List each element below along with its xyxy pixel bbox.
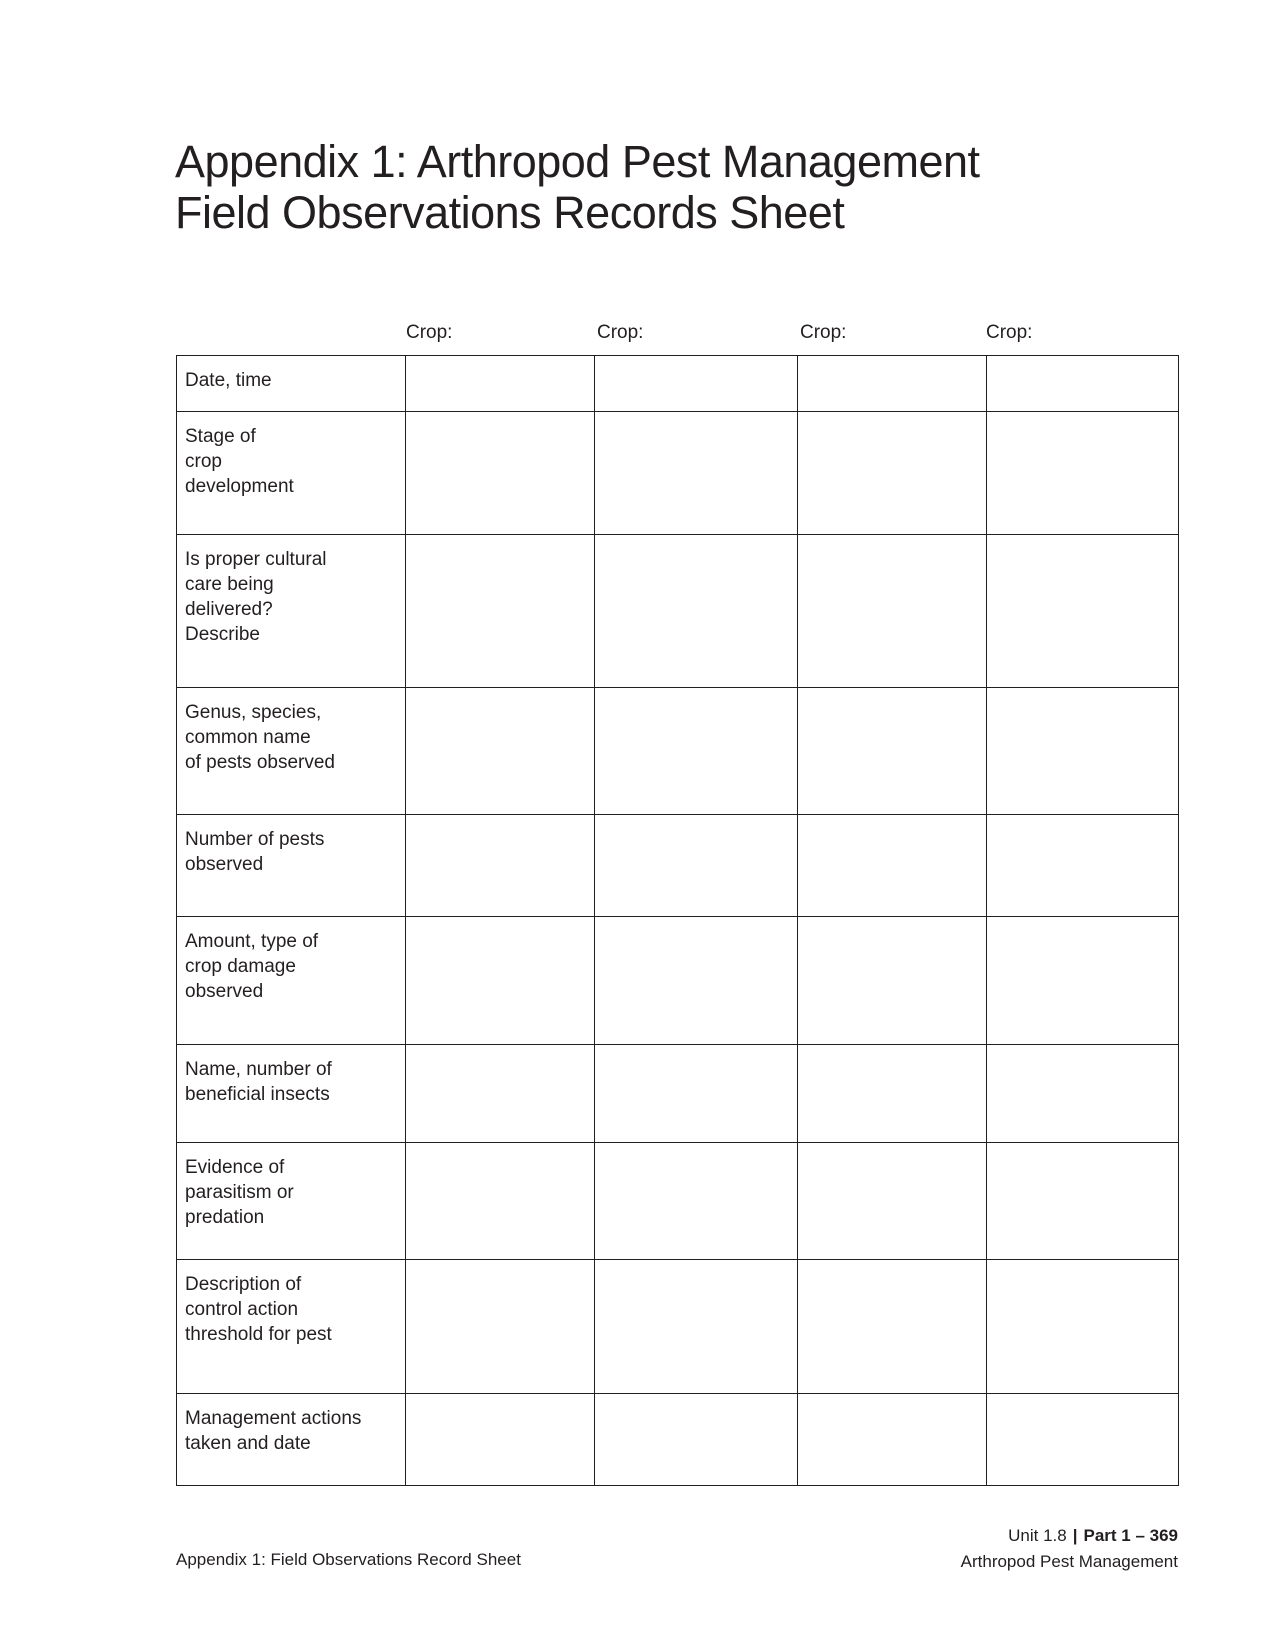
entry-cell-pests-observed-crop-4[interactable] <box>987 688 1179 815</box>
entry-cell-parasitism-crop-4[interactable] <box>987 1143 1179 1260</box>
row-label-cultural-care: Is proper cultural care being delivered? Describe <box>177 535 406 688</box>
entry-cell-parasitism-crop-1[interactable] <box>406 1143 595 1260</box>
entry-cell-date-time-crop-2[interactable] <box>595 356 798 412</box>
entry-cell-number-of-pests-crop-1[interactable] <box>406 815 595 917</box>
entry-cell-beneficial-insects-crop-3[interactable] <box>798 1045 987 1143</box>
entry-cell-crop-damage-crop-1[interactable] <box>406 917 595 1045</box>
entry-cell-control-threshold-crop-1[interactable] <box>406 1260 595 1394</box>
entry-cell-date-time-crop-1[interactable] <box>406 356 595 412</box>
table-row <box>177 535 1179 688</box>
footer-unit-line <box>961 1523 1178 1549</box>
crop-label-2: Crop: <box>597 322 644 343</box>
footer-page-number: Part 1 – 369 <box>1083 1526 1178 1545</box>
entry-cell-pests-observed-crop-1[interactable] <box>406 688 595 815</box>
crop-label-1: Crop: <box>406 322 453 343</box>
table-row <box>177 1260 1179 1394</box>
entry-cell-cultural-care-crop-1[interactable] <box>406 535 595 688</box>
row-label-number-of-pests: Number of pests observed <box>177 815 406 917</box>
title-line-2: Field Observations Records Sheet <box>175 187 845 238</box>
entry-cell-number-of-pests-crop-2[interactable] <box>595 815 798 917</box>
entry-cell-crop-stage-crop-2[interactable] <box>595 412 798 535</box>
footer-document-title: Appendix 1: Field Observations Record Sheet <box>176 1550 521 1569</box>
table-row <box>177 917 1179 1045</box>
row-label-crop-stage: Stage of crop development <box>177 412 406 535</box>
table-row <box>177 356 1179 412</box>
row-label-management-actions: Management actions taken and date <box>177 1394 406 1486</box>
entry-cell-management-actions-crop-2[interactable] <box>595 1394 798 1486</box>
entry-cell-date-time-crop-4[interactable] <box>987 356 1179 412</box>
entry-cell-beneficial-insects-crop-1[interactable] <box>406 1045 595 1143</box>
entry-cell-control-threshold-crop-3[interactable] <box>798 1260 987 1394</box>
table-row <box>177 1394 1179 1486</box>
footer-page-info <box>961 1523 1178 1575</box>
entry-cell-management-actions-crop-3[interactable] <box>798 1394 987 1486</box>
entry-cell-crop-damage-crop-4[interactable] <box>987 917 1179 1045</box>
entry-cell-number-of-pests-crop-3[interactable] <box>798 815 987 917</box>
entry-cell-beneficial-insects-crop-4[interactable] <box>987 1045 1179 1143</box>
entry-cell-crop-damage-crop-2[interactable] <box>595 917 798 1045</box>
footer-unit: Unit 1.8 <box>1008 1526 1067 1545</box>
footer-separator: | <box>1072 1526 1078 1545</box>
table-row <box>177 688 1179 815</box>
row-label-crop-damage: Amount, type of crop damage observed <box>177 917 406 1045</box>
entry-cell-crop-damage-crop-3[interactable] <box>798 917 987 1045</box>
entry-cell-control-threshold-crop-4[interactable] <box>987 1260 1179 1394</box>
entry-cell-crop-stage-crop-1[interactable] <box>406 412 595 535</box>
entry-cell-pests-observed-crop-3[interactable] <box>798 688 987 815</box>
row-label-parasitism: Evidence of parasitism or predation <box>177 1143 406 1260</box>
table-row <box>177 412 1179 535</box>
row-label-date-time: Date, time <box>177 356 406 412</box>
row-label-pests-observed: Genus, species, common name of pests observed <box>177 688 406 815</box>
entry-cell-parasitism-crop-2[interactable] <box>595 1143 798 1260</box>
entry-cell-cultural-care-crop-4[interactable] <box>987 535 1179 688</box>
crop-label-4: Crop: <box>986 322 1033 343</box>
crop-column-headers <box>176 322 1178 350</box>
table-row <box>177 815 1179 917</box>
observations-table <box>176 355 1179 1486</box>
entry-cell-date-time-crop-3[interactable] <box>798 356 987 412</box>
entry-cell-parasitism-crop-3[interactable] <box>798 1143 987 1260</box>
row-label-beneficial-insects: Name, number of beneficial insects <box>177 1045 406 1143</box>
crop-label-3: Crop: <box>800 322 847 343</box>
entry-cell-management-actions-crop-1[interactable] <box>406 1394 595 1486</box>
entry-cell-beneficial-insects-crop-2[interactable] <box>595 1045 798 1143</box>
entry-cell-cultural-care-crop-2[interactable] <box>595 535 798 688</box>
table-row <box>177 1045 1179 1143</box>
entry-cell-cultural-care-crop-3[interactable] <box>798 535 987 688</box>
entry-cell-number-of-pests-crop-4[interactable] <box>987 815 1179 917</box>
page-title <box>175 136 1175 238</box>
entry-cell-crop-stage-crop-3[interactable] <box>798 412 987 535</box>
entry-cell-crop-stage-crop-4[interactable] <box>987 412 1179 535</box>
footer-section: Arthropod Pest Management <box>960 1552 1178 1571</box>
row-label-control-threshold: Description of control action threshold for pest <box>177 1260 406 1394</box>
entry-cell-pests-observed-crop-2[interactable] <box>595 688 798 815</box>
entry-cell-control-threshold-crop-2[interactable] <box>595 1260 798 1394</box>
table-row <box>177 1143 1179 1260</box>
title-line-1: Appendix 1: Arthropod Pest Management <box>175 136 980 187</box>
entry-cell-management-actions-crop-4[interactable] <box>987 1394 1179 1486</box>
